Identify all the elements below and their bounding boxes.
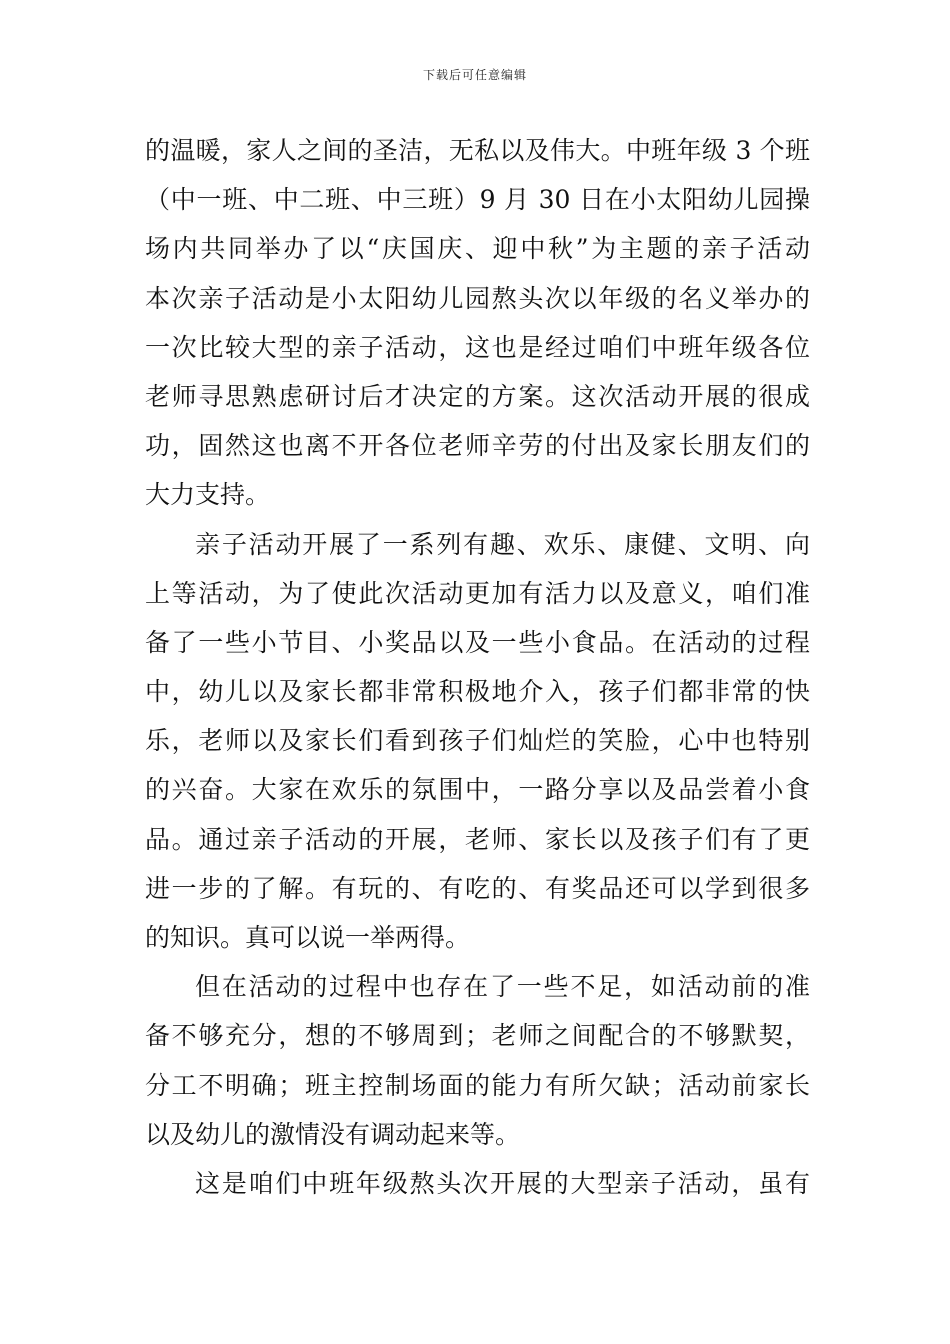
text-line: 一次比较大型的亲子活动，这也是经过咱们中班年级各位 [145,332,810,362]
text-line: 但在活动的过程中也存在了一些不足，如活动前的准 [195,972,810,1002]
text-line: 进一步的了解。有玩的、有吃的、有奖品还可以学到很多 [145,873,810,903]
text-line: （中一班、中二班、中三班）9 月 30 日在小太阳幼儿园操 [145,185,810,215]
text-line: 本次亲子活动是小太阳幼儿园熬头次以年级的名义举办的 [145,283,810,313]
text-line: 备了一些小节目、小奖品以及一些小食品。在活动的过程 [145,627,810,657]
text-line: 备不够充分，想的不够周到；老师之间配合的不够默契， [145,1021,810,1051]
text-line: 以及幼儿的激情没有调动起来等。 [145,1119,521,1149]
text-line: 功，固然这也离不开各位老师辛劳的付出及家长朋友们的 [145,431,810,461]
text-line: 这是咱们中班年级熬头次开展的大型亲子活动，虽有 [195,1168,810,1198]
text-line: 老师寻思熟虑研讨后才决定的方案。这次活动开展的很成 [145,381,810,411]
text-line: 场内共同举办了以“庆国庆、迎中秋”为主题的亲子活动 [145,234,810,264]
text-line: 的知识。真可以说一举两得。 [145,923,471,952]
text-line: 的温暖，家人之间的圣洁，无私以及伟大。中班年级 3 个班 [145,136,810,165]
page-header: 下载后可任意编辑 [422,68,527,82]
text-line: 大力支持。 [145,480,271,510]
text-line: 的兴奋。大家在欢乐的氛围中，一路分享以及品尝着小食 [145,775,810,805]
document-body [145,126,810,1208]
text-line: 乐，老师以及家长们看到孩子们灿烂的笑脸，心中也特别 [145,726,810,756]
text-line: 分工不明确；班主控制场面的能力有所欠缺；活动前家长 [145,1070,810,1100]
text-line: 中，幼儿以及家长都非常积极地介入，孩子们都非常的快 [145,677,810,707]
text-line: 品。通过亲子活动的开展，老师、家长以及孩子们有了更 [145,824,810,854]
text-line: 上等活动，为了使此次活动更加有活力以及意义，咱们准 [145,578,810,608]
text-line: 亲子活动开展了一系列有趣、欢乐、康健、文明、向 [195,529,810,559]
